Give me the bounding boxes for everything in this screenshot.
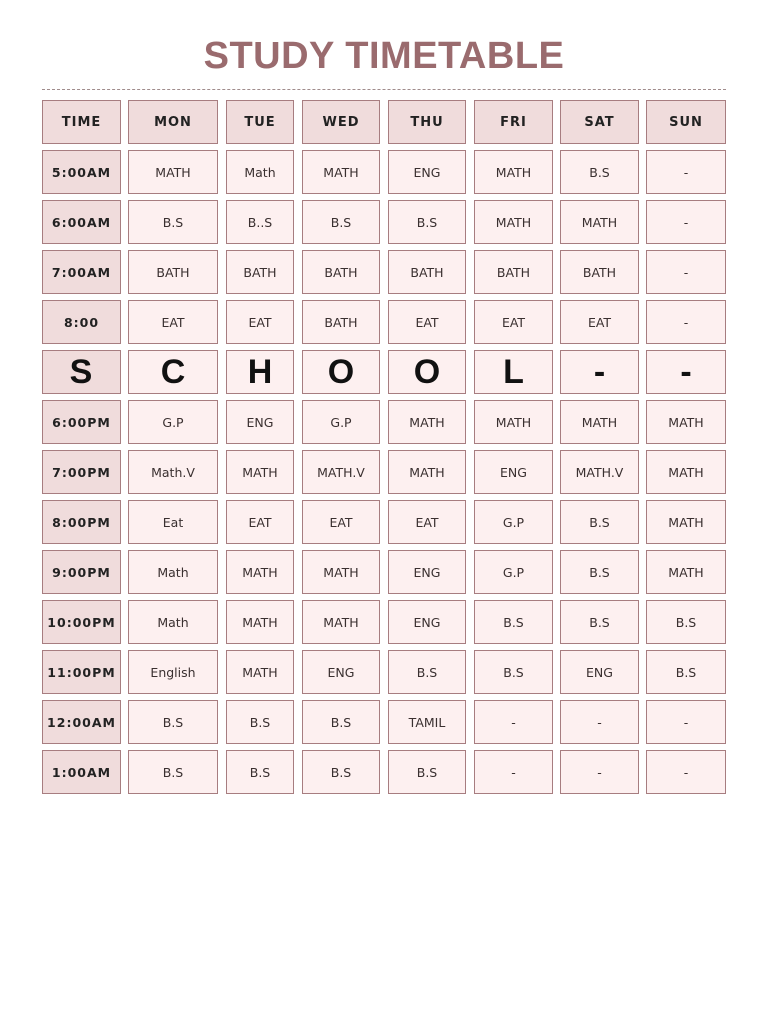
schedule-cell-tue: BATH xyxy=(226,250,294,294)
schedule-cell-tue: MATH xyxy=(226,450,294,494)
schedule-cell-wed: BATH xyxy=(302,300,380,344)
time-cell: 7:00PM xyxy=(42,450,121,494)
time-cell: 8:00 xyxy=(42,300,121,344)
schedule-cell-sat: ENG xyxy=(560,650,639,694)
schedule-cell-mon: B.S xyxy=(128,750,218,794)
schedule-cell-sat: EAT xyxy=(560,300,639,344)
schedule-cell-sat: MATH xyxy=(560,400,639,444)
schedule-cell-fri: EAT xyxy=(474,300,553,344)
schedule-cell-wed: O xyxy=(302,350,380,394)
column-header-sun: SUN xyxy=(646,100,726,144)
schedule-cell-thu: EAT xyxy=(388,300,466,344)
schedule-cell-wed: BATH xyxy=(302,250,380,294)
schedule-cell-mon: C xyxy=(128,350,218,394)
time-cell: S xyxy=(42,350,121,394)
schedule-cell-mon: G.P xyxy=(128,400,218,444)
schedule-cell-mon: Math.V xyxy=(128,450,218,494)
schedule-cell-thu: O xyxy=(388,350,466,394)
schedule-cell-wed: G.P xyxy=(302,400,380,444)
schedule-cell-tue: Math xyxy=(226,150,294,194)
schedule-cell-sat: MATH.V xyxy=(560,450,639,494)
schedule-cell-tue: ENG xyxy=(226,400,294,444)
schedule-cell-sun: - xyxy=(646,300,726,344)
schedule-cell-fri: MATH xyxy=(474,150,553,194)
schedule-cell-sun: - xyxy=(646,350,726,394)
schedule-cell-sat: - xyxy=(560,750,639,794)
schedule-cell-wed: B.S xyxy=(302,700,380,744)
schedule-cell-wed: MATH xyxy=(302,600,380,644)
schedule-cell-fri: B.S xyxy=(474,600,553,644)
schedule-cell-sun: - xyxy=(646,700,726,744)
column-header-tue: TUE xyxy=(226,100,294,144)
time-cell: 7:00AM xyxy=(42,250,121,294)
time-cell: 10:00PM xyxy=(42,600,121,644)
schedule-cell-tue: H xyxy=(226,350,294,394)
schedule-cell-sun: - xyxy=(646,150,726,194)
schedule-cell-fri: MATH xyxy=(474,200,553,244)
schedule-cell-wed: MATH.V xyxy=(302,450,380,494)
schedule-cell-sat: B.S xyxy=(560,500,639,544)
schedule-cell-sat: - xyxy=(560,700,639,744)
schedule-cell-tue: MATH xyxy=(226,600,294,644)
schedule-cell-sat: MATH xyxy=(560,200,639,244)
schedule-cell-thu: ENG xyxy=(388,150,466,194)
schedule-cell-fri: B.S xyxy=(474,650,553,694)
schedule-cell-thu: BATH xyxy=(388,250,466,294)
column-header-time: TIME xyxy=(42,100,121,144)
schedule-cell-fri: - xyxy=(474,700,553,744)
schedule-cell-thu: MATH xyxy=(388,400,466,444)
schedule-cell-mon: Math xyxy=(128,600,218,644)
schedule-cell-fri: G.P xyxy=(474,550,553,594)
schedule-cell-fri: - xyxy=(474,750,553,794)
schedule-cell-mon: EAT xyxy=(128,300,218,344)
schedule-cell-wed: MATH xyxy=(302,150,380,194)
schedule-cell-wed: B.S xyxy=(302,750,380,794)
column-header-fri: FRI xyxy=(474,100,553,144)
schedule-cell-thu: EAT xyxy=(388,500,466,544)
schedule-cell-fri: BATH xyxy=(474,250,553,294)
schedule-cell-wed: MATH xyxy=(302,550,380,594)
schedule-cell-tue: B..S xyxy=(226,200,294,244)
time-cell: 12:00AM xyxy=(42,700,121,744)
schedule-cell-tue: EAT xyxy=(226,300,294,344)
schedule-cell-fri: ENG xyxy=(474,450,553,494)
schedule-cell-mon: B.S xyxy=(128,200,218,244)
schedule-cell-sun: - xyxy=(646,250,726,294)
column-header-wed: WED xyxy=(302,100,380,144)
schedule-cell-tue: EAT xyxy=(226,500,294,544)
schedule-cell-mon: MATH xyxy=(128,150,218,194)
page-title: STUDY TIMETABLE xyxy=(203,35,565,77)
schedule-cell-mon: BATH xyxy=(128,250,218,294)
schedule-cell-sat: BATH xyxy=(560,250,639,294)
column-header-thu: THU xyxy=(388,100,466,144)
time-cell: 9:00PM xyxy=(42,550,121,594)
schedule-cell-sun: - xyxy=(646,750,726,794)
schedule-cell-tue: B.S xyxy=(226,700,294,744)
schedule-cell-thu: MATH xyxy=(388,450,466,494)
time-cell: 6:00AM xyxy=(42,200,121,244)
schedule-cell-thu: ENG xyxy=(388,600,466,644)
schedule-cell-sun: MATH xyxy=(646,400,726,444)
schedule-cell-thu: B.S xyxy=(388,650,466,694)
schedule-cell-sun: B.S xyxy=(646,600,726,644)
time-cell: 1:00AM xyxy=(42,750,121,794)
schedule-cell-sun: MATH xyxy=(646,500,726,544)
schedule-cell-sat: B.S xyxy=(560,600,639,644)
schedule-cell-wed: ENG xyxy=(302,650,380,694)
schedule-cell-thu: TAMIL xyxy=(388,700,466,744)
schedule-cell-wed: B.S xyxy=(302,200,380,244)
time-cell: 6:00PM xyxy=(42,400,121,444)
schedule-cell-thu: B.S xyxy=(388,200,466,244)
schedule-cell-fri: MATH xyxy=(474,400,553,444)
schedule-cell-sun: MATH xyxy=(646,450,726,494)
schedule-cell-thu: B.S xyxy=(388,750,466,794)
schedule-cell-sun: - xyxy=(646,200,726,244)
schedule-cell-mon: Eat xyxy=(128,500,218,544)
schedule-cell-tue: MATH xyxy=(226,550,294,594)
schedule-cell-fri: L xyxy=(474,350,553,394)
schedule-cell-thu: ENG xyxy=(388,550,466,594)
schedule-cell-fri: G.P xyxy=(474,500,553,544)
schedule-cell-mon: B.S xyxy=(128,700,218,744)
column-header-mon: MON xyxy=(128,100,218,144)
column-header-sat: SAT xyxy=(560,100,639,144)
title-divider xyxy=(42,89,726,90)
time-cell: 5:00AM xyxy=(42,150,121,194)
time-cell: 11:00PM xyxy=(42,650,121,694)
schedule-cell-sun: MATH xyxy=(646,550,726,594)
schedule-cell-tue: MATH xyxy=(226,650,294,694)
schedule-cell-sat: B.S xyxy=(560,150,639,194)
schedule-cell-wed: EAT xyxy=(302,500,380,544)
schedule-cell-tue: B.S xyxy=(226,750,294,794)
schedule-cell-sat: B.S xyxy=(560,550,639,594)
schedule-cell-mon: Math xyxy=(128,550,218,594)
schedule-cell-sat: - xyxy=(560,350,639,394)
time-cell: 8:00PM xyxy=(42,500,121,544)
schedule-cell-mon: English xyxy=(128,650,218,694)
schedule-cell-sun: B.S xyxy=(646,650,726,694)
